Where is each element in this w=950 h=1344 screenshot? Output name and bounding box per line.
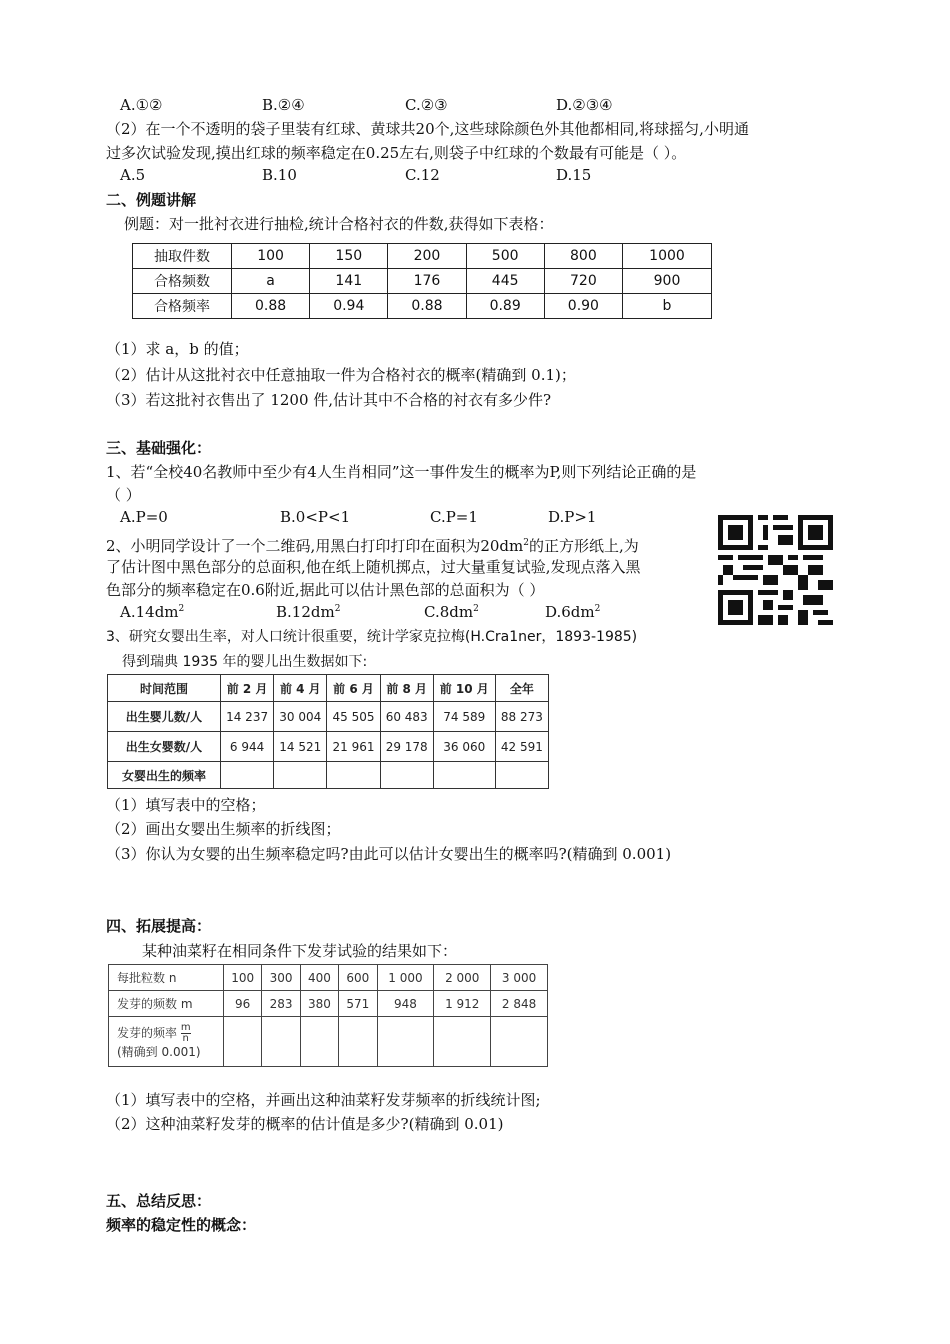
table-cell: 前 2 月: [221, 675, 274, 702]
table-cell: 发芽的频率 $\frac{m}{n}$ (精确到 0.001): [109, 1017, 224, 1067]
table-cell: 合格频数: [133, 269, 232, 294]
table-cell: [491, 1017, 548, 1067]
table-cell: [339, 1017, 377, 1067]
section-intro: 某种油菜籽在相同条件下发芽试验的结果如下：: [142, 942, 458, 960]
table-cell: 合格频率: [133, 294, 232, 319]
table-cell: 3 000: [491, 965, 548, 991]
table-cell: 0.88: [388, 294, 466, 319]
table-cell: 445: [466, 269, 544, 294]
table-cell: [262, 1017, 300, 1067]
section-heading: 五、总结反思：: [106, 1192, 212, 1210]
table-cell: 1000: [623, 244, 712, 269]
table-cell: 14 521: [274, 732, 327, 762]
table-cell: 900: [623, 269, 712, 294]
question-text: （ ）: [106, 486, 141, 504]
table-cell: 36 060: [433, 732, 495, 762]
option-c: C.②③: [405, 96, 448, 114]
table-cell: [377, 1017, 434, 1067]
table-cell: 2 848: [491, 991, 548, 1017]
option-b: B.0<P<1: [280, 508, 351, 526]
table-cell: 720: [544, 269, 622, 294]
table-cell: 60 483: [380, 702, 433, 732]
section-heading: 二、例题讲解: [106, 191, 197, 209]
table-cell: 400: [300, 965, 338, 991]
table-cell: 600: [339, 965, 377, 991]
question-text: 过多次试验发现,摸出红球的频率稳定在0.25左右,则袋子中红球的个数最有可能是（ ）。: [106, 144, 687, 162]
option-b: B.10: [262, 166, 297, 184]
table-cell: [224, 1017, 262, 1067]
table-cell: 女婴出生的频率: [108, 762, 221, 789]
option-c: C.12: [405, 166, 440, 184]
table-cell: 30 004: [274, 702, 327, 732]
option-a: $A.14dm^2$: [120, 603, 185, 621]
option-d: D.15: [556, 166, 592, 184]
table-cell: 发芽的频数 m: [109, 991, 224, 1017]
question-text: （1）填写表中的空格；: [106, 796, 266, 814]
table-cell: 时间范围: [108, 675, 221, 702]
table-cell: 14 237: [221, 702, 274, 732]
question-text: 2、小明同学设计了一个二维码,用黑白打印打印在面积为$20dm^2$的正方形纸上,为: [106, 537, 639, 555]
table-cell: 150: [310, 244, 388, 269]
table-cell: 96: [224, 991, 262, 1017]
table-cell: 800: [544, 244, 622, 269]
table-cell: 1 000: [377, 965, 434, 991]
option-a: A.P=0: [120, 508, 168, 526]
option-d: D.②③④: [556, 96, 613, 114]
option-d: $D.6dm^2$: [545, 603, 601, 621]
table-cell: 300: [262, 965, 300, 991]
table-cell: 141: [310, 269, 388, 294]
table-cell: 948: [377, 991, 434, 1017]
table-cell: [380, 762, 433, 789]
table-cell: 100: [232, 244, 310, 269]
table-cell: 29 178: [380, 732, 433, 762]
option-b: B.②④: [262, 96, 305, 114]
table-cell: 74 589: [433, 702, 495, 732]
table-cell: 6 944: [221, 732, 274, 762]
table-cell: 1 912: [434, 991, 491, 1017]
table-cell: 176: [388, 269, 466, 294]
table-cell: 100: [224, 965, 262, 991]
table-cell: [300, 1017, 338, 1067]
table-cell: [327, 762, 380, 789]
question-text: （3）若这批衬衣售出了 1200 件,估计其中不合格的衬衣有多少件?: [106, 391, 552, 409]
table-cell: 0.89: [466, 294, 544, 319]
table-cell: 出生婴儿数/人: [108, 702, 221, 732]
germination-table: [108, 964, 548, 1067]
table-cell: 88 273: [495, 702, 548, 732]
table-cell: 500: [466, 244, 544, 269]
table-cell: [495, 762, 548, 789]
question-text: （1）求 a，b 的值；: [106, 340, 249, 358]
question-text: （2）在一个不透明的袋子里装有红球、黄球共20个,这些球除颜色外其他都相同,将球摇匀,小明通: [106, 120, 749, 138]
option-b: $B.12dm^2$: [276, 603, 341, 621]
table-cell: [433, 762, 495, 789]
table-cell: 42 591: [495, 732, 548, 762]
question-text: 色部分的频率稳定在0.6附近,据此可以估计黑色部的总面积为（ ）: [106, 581, 545, 599]
question-text: 了估计图中黑色部分的总面积,他在纸上随机掷点，过大量重复试验,发现点落入黑: [106, 558, 641, 576]
table-cell: 21 961: [327, 732, 380, 762]
table-cell: 283: [262, 991, 300, 1017]
example-intro: 例题：对一批衬衣进行抽检,统计合格衬衣的件数,获得如下表格：: [124, 215, 554, 233]
question-text: 1、若“全校40名教师中至少有4人生肖相同”这一事件发生的概率为P,则下列结论正确的是: [106, 463, 697, 481]
table-cell: 200: [388, 244, 466, 269]
table-cell: 每批粒数 n: [109, 965, 224, 991]
table-cell: [274, 762, 327, 789]
question-text: 得到瑞典 1935 年的婴儿出生数据如下:: [122, 654, 368, 670]
option-a: A.①②: [120, 96, 163, 114]
question-text: （1）填写表中的空格，并画出这种油菜籽发芽频率的折线统计图;: [106, 1091, 541, 1109]
table-cell: a: [232, 269, 310, 294]
question-text: （3）你认为女婴的出生频率稳定吗?由此可以估计女婴出生的概率吗?(精确到 0.001): [106, 845, 672, 863]
option-a: A.5: [120, 166, 146, 184]
qr-code-image: [718, 515, 833, 625]
table-cell: 0.88: [232, 294, 310, 319]
shirt-table: [132, 243, 712, 319]
question-text: 3、研究女婴出生率，对人口统计很重要，统计学家克拉梅(H.Cra1ner，1893-1985): [106, 629, 638, 645]
option-c: C.P=1: [430, 508, 478, 526]
table-cell: 380: [300, 991, 338, 1017]
table-cell: [221, 762, 274, 789]
section-heading: 三、基础强化：: [106, 439, 212, 457]
table-cell: [434, 1017, 491, 1067]
question-text: （2）估计从这批衬衣中任意抽取一件为合格衬衣的概率(精确到 0.1)；: [106, 366, 576, 384]
table-cell: 0.90: [544, 294, 622, 319]
section-subheading: 频率的稳定性的概念：: [106, 1216, 257, 1234]
table-cell: 前 10 月: [433, 675, 495, 702]
births-table: [107, 674, 549, 789]
question-text: （2）这种油菜籽发芽的概率的估计值是多少?(精确到 0.01): [106, 1115, 504, 1133]
table-cell: 前 4 月: [274, 675, 327, 702]
table-cell: 0.94: [310, 294, 388, 319]
question-text: （2）画出女婴出生频率的折线图；: [106, 820, 341, 838]
table-cell: 出生女婴数/人: [108, 732, 221, 762]
option-c: $C.8dm^2$: [424, 603, 479, 621]
table-cell: b: [623, 294, 712, 319]
table-cell: 2 000: [434, 965, 491, 991]
table-cell: 前 6 月: [327, 675, 380, 702]
table-cell: 前 8 月: [380, 675, 433, 702]
table-cell: 全年: [495, 675, 548, 702]
table-cell: 45 505: [327, 702, 380, 732]
table-cell: 抽取件数: [133, 244, 232, 269]
option-d: D.P>1: [548, 508, 597, 526]
section-heading: 四、拓展提高：: [106, 917, 212, 935]
table-cell: 571: [339, 991, 377, 1017]
